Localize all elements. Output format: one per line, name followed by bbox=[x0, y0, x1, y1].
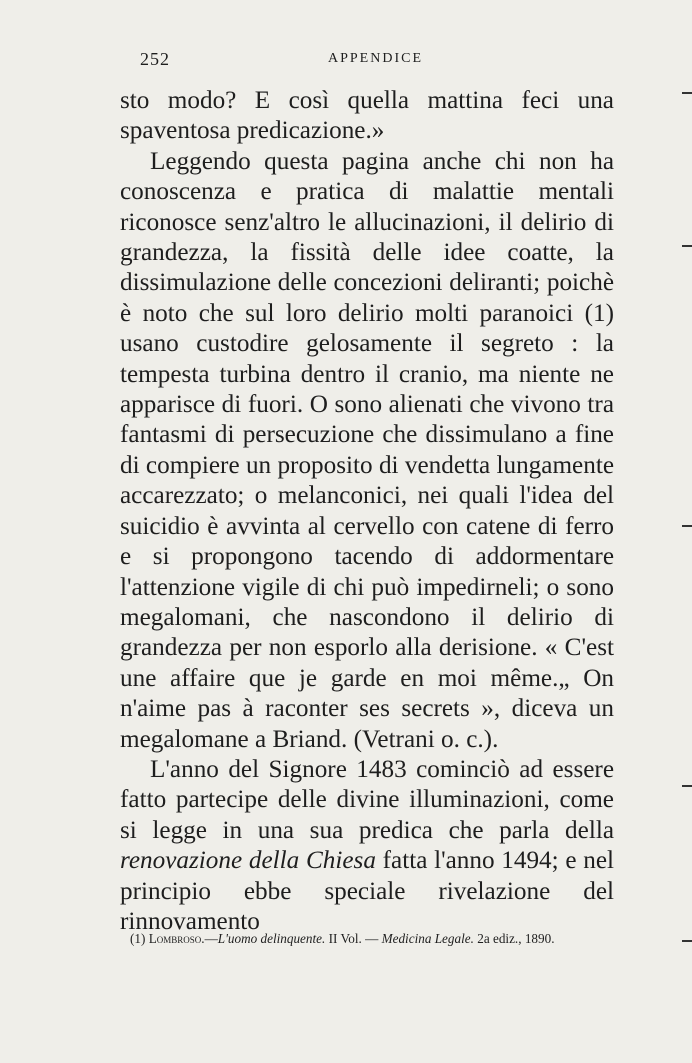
paragraph-3-start: L'anno del Signore 1483 cominciò ad essere fatto partecipe delle divine illuminazioni, come si legge in una sua predica che parla della bbox=[120, 755, 614, 844]
paragraph-1: sto modo? E così quella mattina feci una spaventosa predicazione.» bbox=[120, 87, 614, 145]
paragraph-2: Leggendo questa pagina anche chi non ha conoscenza e pratica di malattie mentali riconosce senz'altro le allucinazioni, il delirio di grandezza, la fissità delle idee coatte, la dissimulazione delle concezioni deliranti; poichè è noto che sul loro delirio molti paranoici (1) usano custodire gelosamente il segreto : la tempesta turbina dentro il cranio, ma niente ne apparisce di fuori. O sono alienati che vivono tra fantasmi di persecuzione che dissimulano a fine di compiere un proposito di vendetta lungamente accarezzato; o melanconici, nei quali l'idea del suicidio è avvinta al cervello con catene di ferro e si propongono tacendo di addormentare l'attenzione vigile di chi può impedirneli; o sono megalomani, che nascondono il delirio di grandezza per non esporlo alla derisione. « C'est une affaire que je garde en moi même.„ On n'aime pas à raconter ses secrets », diceva un megalomane a Briand. (Vetrani o. c.). bbox=[120, 147, 614, 753]
paragraph-3-end: fatta l'anno 1494; e nel principio ebbe speciale rivelazione del rinnovamento bbox=[120, 847, 614, 935]
footnote-dash-1: — bbox=[204, 931, 218, 946]
margin-mark bbox=[682, 940, 692, 942]
body-text bbox=[120, 86, 614, 937]
footnote-volume: II Vol. bbox=[328, 931, 362, 946]
footnote-dash-2: — bbox=[365, 931, 379, 946]
running-head: APPENDICE bbox=[328, 51, 424, 66]
page-number: 252 bbox=[140, 49, 170, 69]
margin-mark bbox=[682, 785, 692, 787]
footnote-subtitle: Medicina Legale. bbox=[381, 931, 474, 946]
page-header bbox=[118, 49, 612, 75]
paragraph-3 bbox=[120, 755, 614, 937]
margin-mark bbox=[682, 92, 692, 94]
footnote bbox=[130, 930, 620, 948]
margin-mark bbox=[682, 525, 692, 527]
footnote-author: Lombroso. bbox=[148, 931, 205, 946]
paragraph-3-italic: renovazione della Chiesa bbox=[120, 847, 376, 875]
footnote-edition: 2a ediz., 1890. bbox=[477, 931, 555, 946]
footnote-marker: (1) bbox=[130, 931, 146, 946]
margin-mark bbox=[682, 245, 692, 247]
footnote-title: L'uomo delinquente. bbox=[217, 931, 326, 946]
